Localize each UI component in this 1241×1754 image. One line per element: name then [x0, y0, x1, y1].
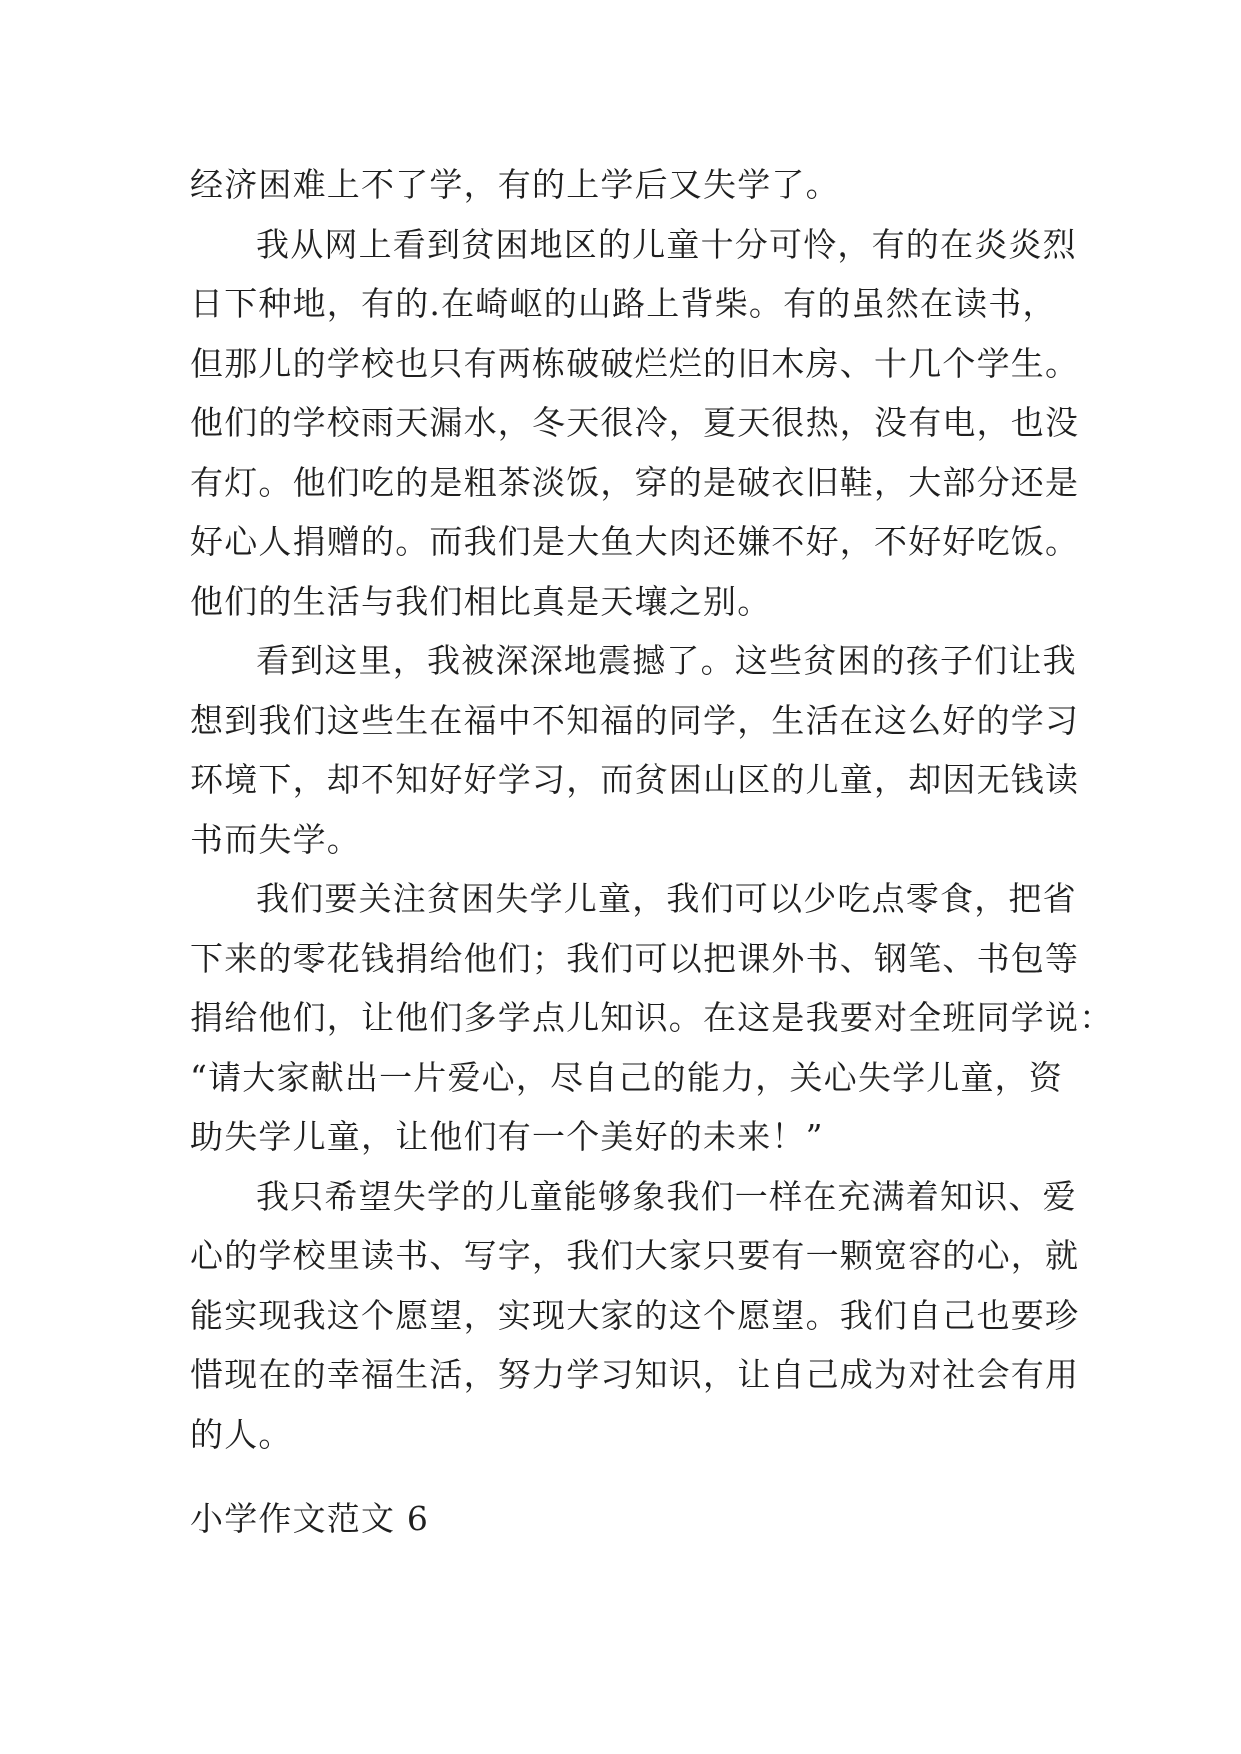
text-line: 我们要关注贫困失学儿童，我们可以少吃点零食，把省 — [256, 879, 1077, 918]
text-line: 经济困难上不了学，有的上学后又失学了。 — [190, 165, 840, 204]
text-line: 环境下，却不知好好学习，而贫困山区的儿童，却因无钱读 — [190, 760, 1080, 799]
essay-paragraph — [190, 631, 1080, 869]
text-line: 我从网上看到贫困地区的儿童十分可怜，有的在炎炎烈 — [256, 224, 1077, 264]
text-line: 惜现在的幸福生活，努力学习知识，让自己成为对社会有用 — [190, 1355, 1080, 1394]
essay-body — [190, 155, 1114, 1464]
text-line: 好心人捐赠的。而我们是大鱼大肉还嫌不好，不好好吃饭。 — [190, 522, 1080, 561]
text-line: 他们的生活与我们相比真是天壤之别。 — [190, 581, 772, 621]
text-line: 书而失学。 — [190, 819, 361, 859]
text-line: 日下种地，有的.在崎岖的山路上背柴。有的虽然在读书， — [190, 284, 1057, 323]
text-line: 捐给他们，让他们多学点儿知识。在这是我要对全班同学说： — [190, 998, 1114, 1037]
text-line: 有灯。他们吃的是粗茶淡饭，穿的是破衣旧鞋，大部分还是 — [190, 462, 1080, 502]
essay-paragraph — [190, 869, 1114, 1167]
text-line: 但那儿的学校也只有两栋破破烂烂的旧木房、十几个学生。 — [190, 343, 1080, 383]
text-line: 想到我们这些生在福中不知福的同学，生活在这么好的学习 — [190, 700, 1080, 740]
text-line: 助失学儿童，让他们有一个美好的未来！” — [190, 1117, 824, 1156]
text-line: 下来的零花钱捐给他们；我们可以把课外书、钢笔、书包等 — [190, 938, 1080, 978]
text-line: 心的学校里读书、写字，我们大家只要有一颗宽容的心，就 — [190, 1236, 1080, 1275]
text-line: 我只希望失学的儿童能够象我们一样在充满着知识、爱 — [256, 1176, 1077, 1216]
text-line: 看到这里，我被深深地震撼了。这些贫困的孩子们让我 — [256, 641, 1077, 680]
text-line: 能实现我这个愿望，实现大家的这个愿望。我们自己也要珍 — [190, 1295, 1080, 1335]
text-line: 他们的学校雨天漏水，冬天很冷，夏天很热，没有电，也没 — [190, 403, 1080, 442]
essay-paragraph — [190, 215, 1080, 632]
essay-paragraph — [190, 1167, 1080, 1465]
text-line: “请大家献出一片爱心，尽自己的能力，关心失学儿童，资 — [190, 1057, 1064, 1097]
section-heading: 小学作文范文 6 — [190, 1499, 430, 1538]
essay-paragraph — [190, 155, 1070, 215]
text-line: 的人。 — [190, 1414, 293, 1454]
